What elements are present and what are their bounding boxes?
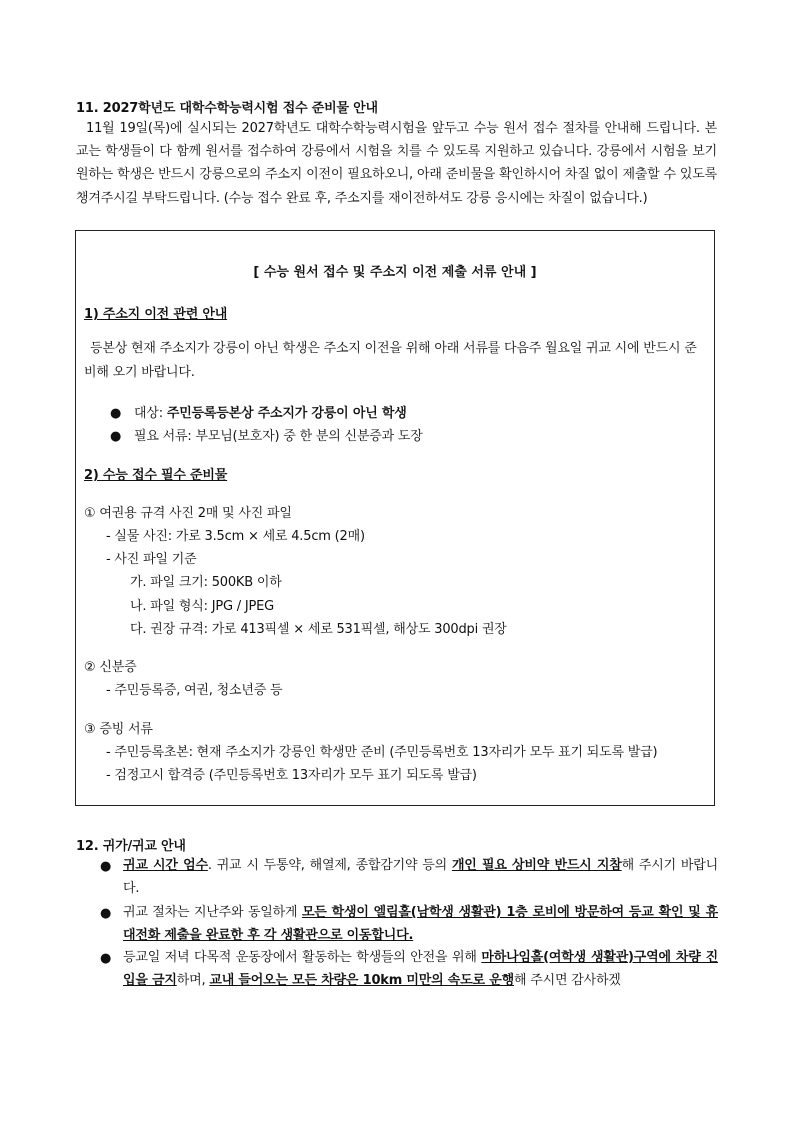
emphasis: 교내 들어오는 모든 차량은 10km 미만의 속도로 운행 — [209, 972, 514, 988]
section-12-item-return-time — [123, 855, 718, 900]
bullet-text: 필요 서류: 부모님(보호자) 중 한 분의 신분증과 도장 — [134, 429, 423, 444]
item-photo-file-spec: 다. 권장 규격: 가로 413픽셀 × 세로 531픽셀, 해상도 300dpi 권장 — [130, 622, 507, 637]
item-photo: ① 여권용 규격 사진 2매 및 사진 파일 — [84, 506, 292, 521]
section-11-intro-text: 11월 19일(목)에 실시되는 2027학년도 대학수학능력시험을 앞두고 수능 원서 접수 절차를 안내해 드립니다. 본교는 학생들이 다 함께 원서를 접수하여 강릉에서 시험을 치를 수 있도록 지원하고 있습니다. 강릉에서 시험을 보기 원하는 학생은 반드시 강릉으로의 주소지 이전이 필요하오니, 아래 준비물을 확인하시어 차질 없이 제출할 수 있도록 챙겨주시길 부탁드립니다. (수능 접수 완료 후, 주소지를 재이전하셔도 강릉 응시에는 차질이 없습니다.) — [76, 121, 717, 206]
section-11-intro — [76, 117, 717, 210]
emphasis: 귀교 시간 엄수 — [123, 858, 208, 873]
part1-bullet-documents — [110, 425, 423, 444]
item-photo-file-size: 가. 파일 크기: 500KB 이하 — [130, 575, 282, 590]
emphasis: 마하나임홀(여학생 생활관)구역에 차량 진입을 금지 — [123, 950, 718, 988]
section-12-title: 12. 귀가/귀교 안내 — [76, 839, 186, 854]
bullet-icon: ● — [100, 951, 112, 966]
text: . 귀교 시 두통약, 해열제, 종합감기약 등의 — [207, 858, 452, 873]
emphasis: 모든 학생이 엘림홀(남학생 생활관) 1층 로비에 방문하여 등교 확인 및 휴대전화 제출을 완료한 후 각 생활관으로 이동합니다. — [123, 905, 718, 943]
item-proof: ③ 증빙 서류 — [84, 722, 153, 737]
section-12-item-procedure — [123, 902, 718, 947]
item-proof-ged: - 검정고시 합격증 (주민등록번호 13자리가 모두 표기 되도록 발급) — [106, 768, 477, 783]
notice-box — [75, 230, 715, 806]
section-12-item-vehicles — [123, 947, 718, 992]
bullet-icon: ● — [100, 906, 112, 921]
section-11-title: 11. 2027학년도 대학수학능력시험 접수 준비물 안내 — [76, 101, 378, 116]
part1-title: 1) 주소지 이전 관련 안내 — [84, 307, 228, 322]
part1-bullet-target — [110, 402, 407, 421]
bullet-emphasis: 주민등록등본상 주소지가 강릉이 아닌 학생 — [166, 406, 407, 421]
text: 해 주시면 감사하겠 — [513, 972, 621, 988]
text: 등교일 저녁 다목적 운동장에서 활동하는 학생들의 안전을 위해 — [123, 950, 482, 965]
bullet-icon: ● — [100, 859, 112, 874]
text: 해 주시기 바랍니다. — [123, 858, 718, 896]
text: 귀교 절차는 지난주와 동일하게 — [123, 905, 302, 920]
part1-text-content: 등본상 현재 주소지가 강릉이 아닌 학생은 주소지 이전을 위해 아래 서류를 다음주 월요일 귀교 시에 반드시 준비해 오기 바랍니다. — [84, 341, 697, 380]
item-proof-resident: - 주민등록초본: 현재 주소지가 강릉인 학생만 준비 (주민등록번호 13자리가 모두 표기 되도록 발급) — [106, 745, 658, 760]
item-photo-print: - 실물 사진: 가로 3.5cm × 세로 4.5cm (2매) — [106, 529, 365, 544]
item-photo-file-format: 나. 파일 형식: JPG / JPEG — [130, 599, 275, 614]
text: 하며, — [176, 972, 210, 988]
emphasis: 개인 필요 상비약 반드시 지참 — [451, 858, 622, 873]
item-id-list: - 주민등록증, 여권, 청소년증 등 — [106, 683, 283, 698]
item-id: ② 신분증 — [84, 660, 137, 675]
bullet-label: 대상: — [134, 406, 167, 421]
notice-box-title: [ 수능 원서 접수 및 주소지 이전 제출 서류 안내 ] — [253, 265, 537, 280]
part1-text — [84, 337, 708, 384]
bullet-icon: ● — [110, 406, 122, 421]
item-photo-file: - 사진 파일 기준 — [106, 552, 197, 567]
part2-title: 2) 수능 접수 필수 준비물 — [84, 468, 228, 483]
bullet-icon: ● — [110, 429, 122, 444]
